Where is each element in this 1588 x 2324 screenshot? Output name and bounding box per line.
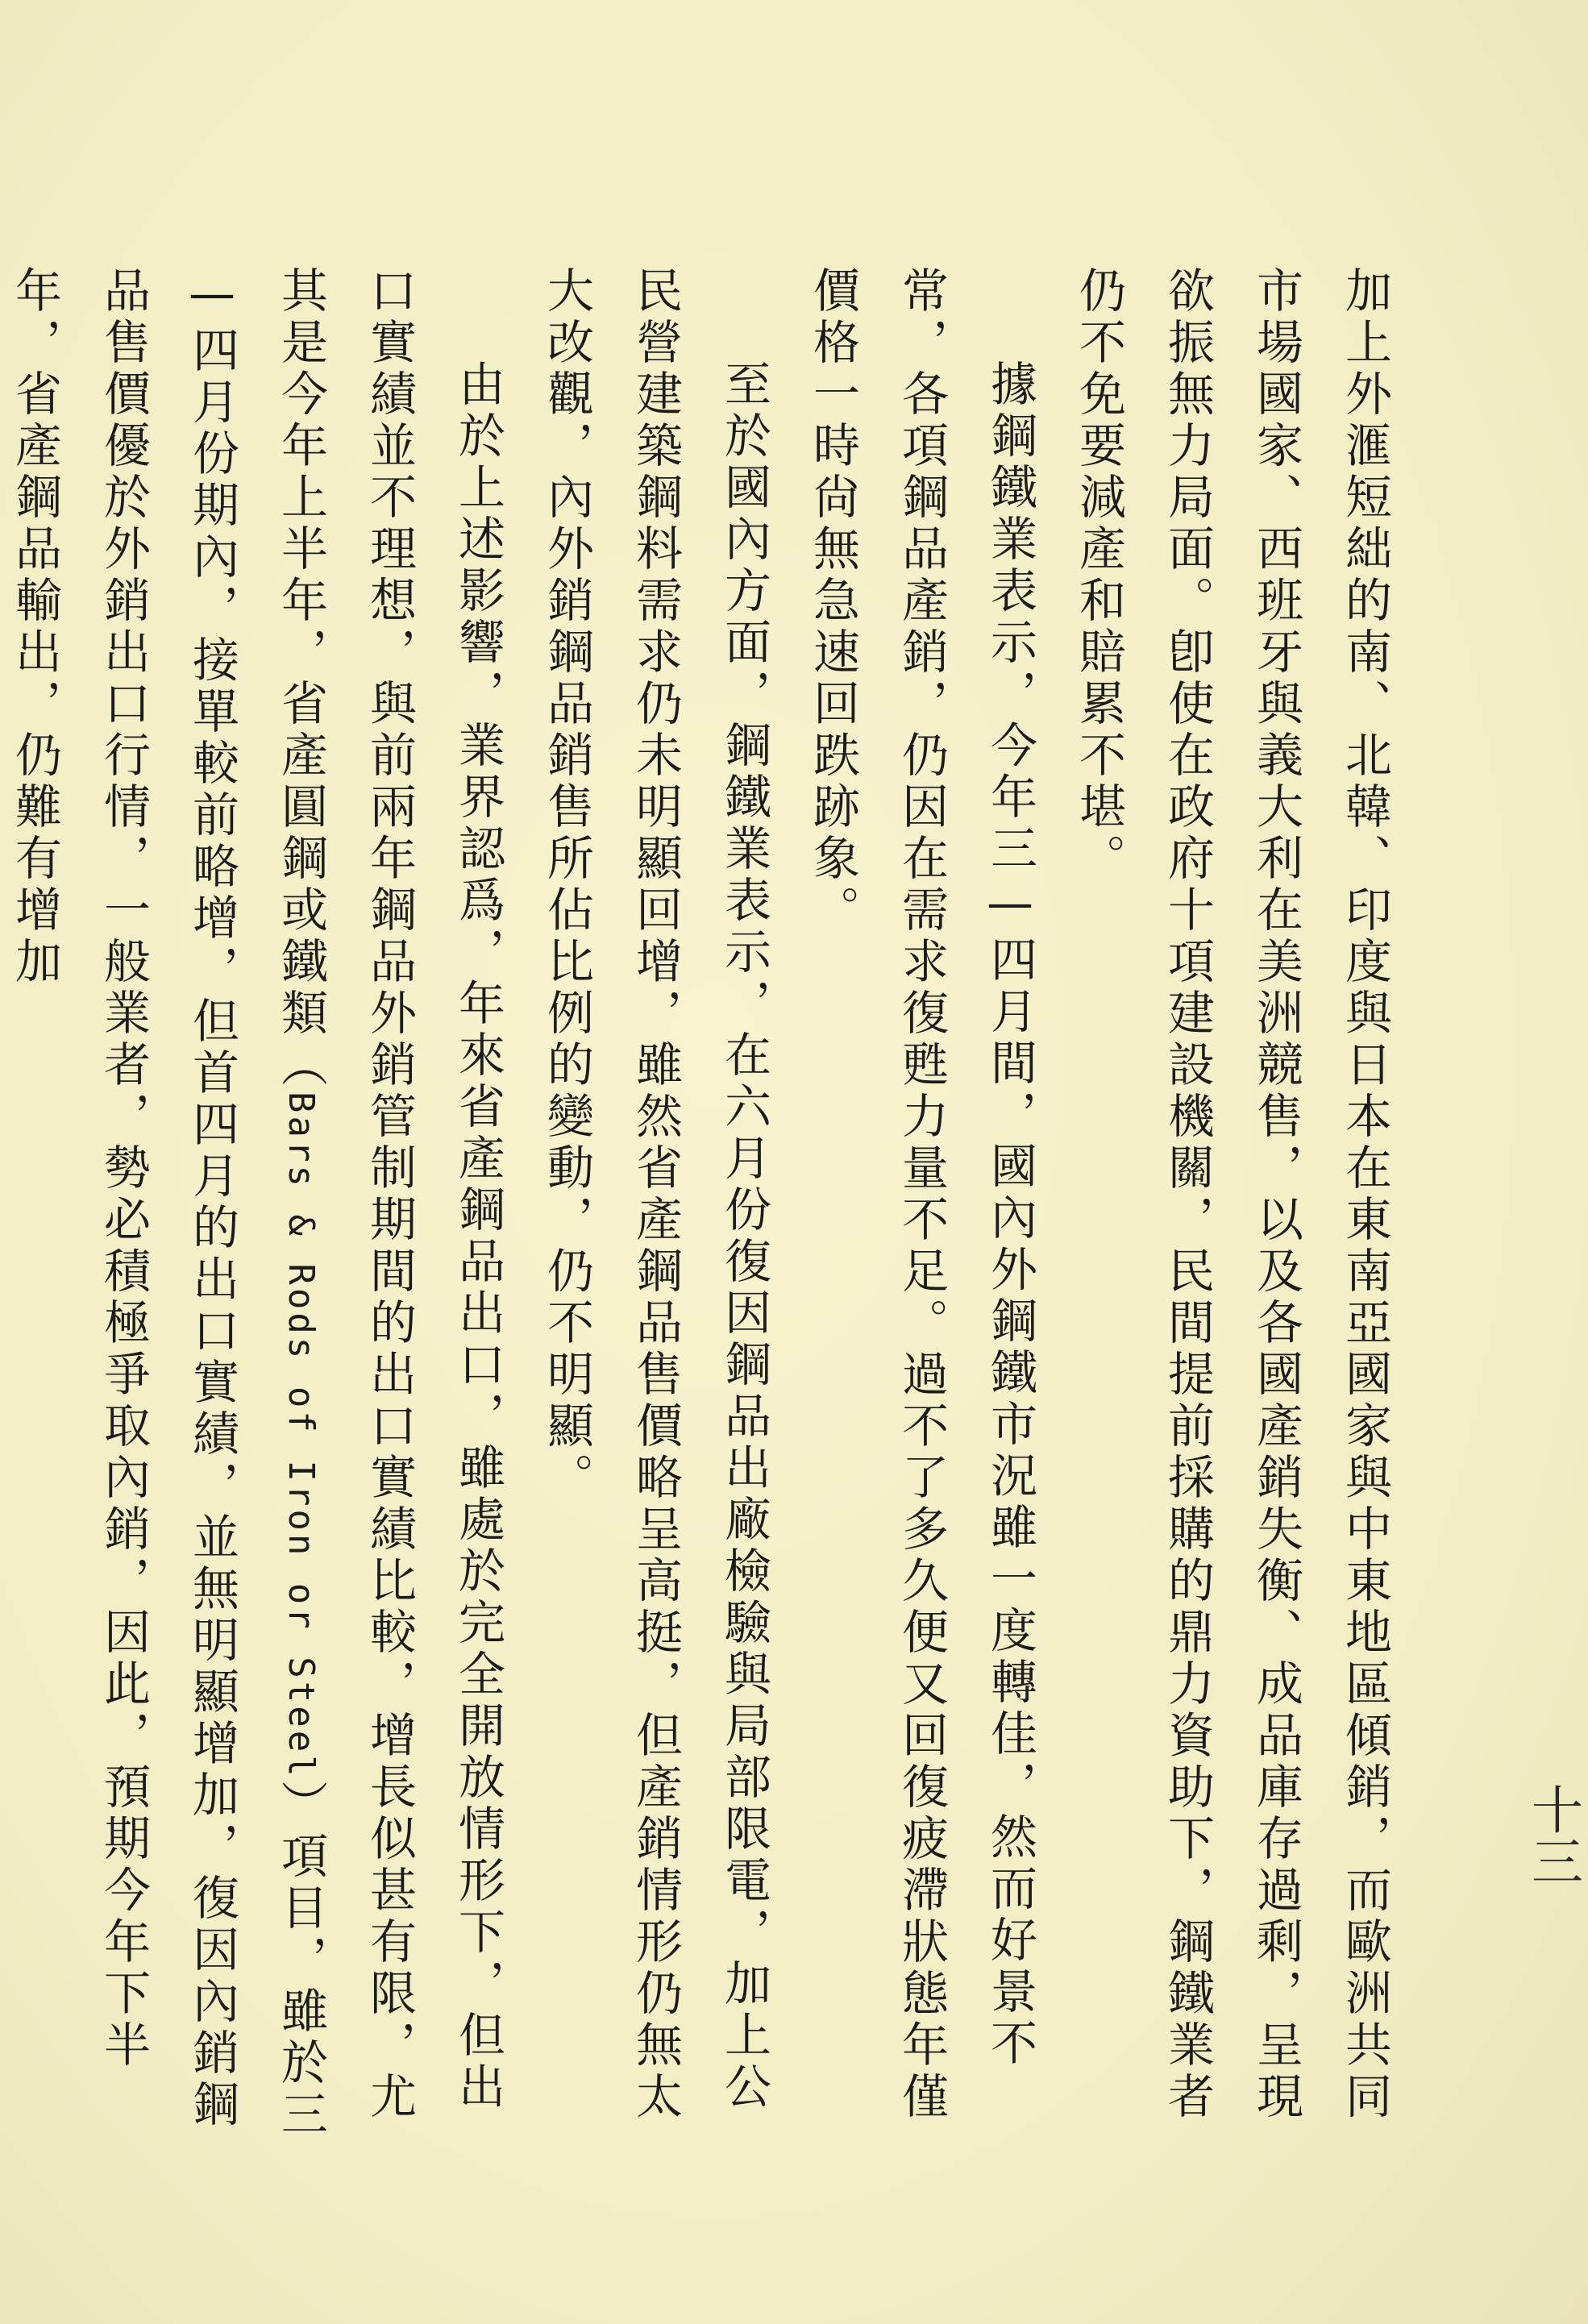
paragraph-4 (0, 266, 522, 2144)
paragraph-1: 加上外滙短絀的南、北韓、印度與日本在東南亞國家與中東地區傾銷，而歐洲共同市場國家、西班牙與義大利在美洲競售，以及各國產銷失衡、成品庫存過剩，呈現欲振無力局面。卽使在政府十項建設機關，民間提前採購的鼎力資助下，鋼鐵業者仍不免要減產和賠累不堪。 (1071, 266, 1392, 2123)
paragraph-4-latin-term: Bars & Rods of Iron or Steel (281, 1091, 322, 1780)
page-number: 十三 (1523, 1783, 1582, 1886)
paragraph-2: 據鋼鐵業表示，今年三—四月間，國內外鋼鐵市況雖一度轉佳，然而好景不常，各項鋼品產銷，仍因在需求復甦力量不足。過不了多久便又回復疲滯狀態年僅價格一時尙無急速回跌跡象。 (805, 266, 1037, 2123)
article-body (0, 266, 1409, 2144)
paragraph-3: 至於國內方面，鋼鐵業表示，在六月份復因鋼品出廠檢驗與局部限電，加上公民營建築鋼料需求仍未明顯回增，雖然省產鋼品售價略呈高挺，但產銷情形仍無太大改觀，內外銷鋼品銷售所佔比例的變動，仍不明顯。 (539, 266, 771, 2123)
paragraph-4-text-after: ）項目，雖於三—四月份期內，接單較前略增，但首四月的出口實績，並無明顯增加，復因內銷鋼品售價優於外銷出口行情，一般業者，勢必積極爭取內銷，因此，預期今年下半年，省產鋼品輸出，仍難有增加 (7, 266, 328, 2141)
paragraph-4-text-before: 由於上述影響，業界認爲，年來省產鋼品出口，雖處於完全開放情形下，但出口實績並不理想，與前兩年鋼品外銷管制期間的出口實績比較，增長似甚有限，尤其是今年上半年，省產圓鋼或鐵類（ (273, 266, 505, 2123)
